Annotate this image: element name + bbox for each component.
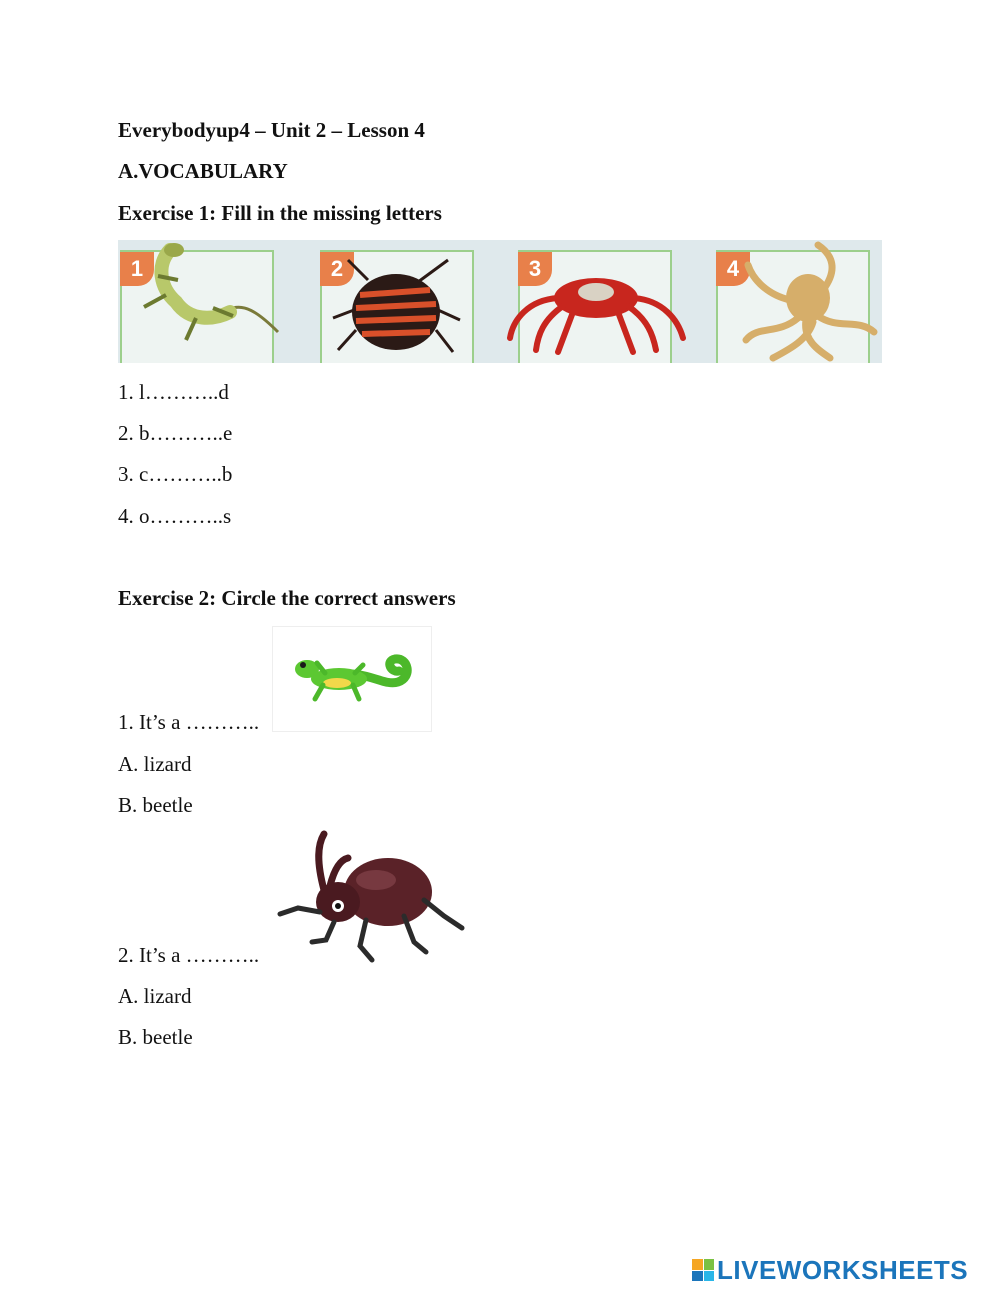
- striped-bug-photo-icon: [333, 260, 460, 352]
- section-heading: A.VOCABULARY: [118, 159, 288, 183]
- question-2-prompt: 2. It’s a ………..: [118, 943, 260, 967]
- octopus-photo-icon: [746, 245, 874, 358]
- animal-picture-strip: [118, 240, 882, 363]
- lizard-photo-icon: [144, 243, 278, 340]
- picture-number-2: 2: [320, 252, 354, 286]
- question-1-prompt: 1. It’s a ………..: [118, 710, 260, 734]
- picture-number-4: 4: [716, 252, 750, 286]
- beetle-picture: [276, 830, 466, 966]
- exercise1-item-3: 3. c………..b: [118, 462, 233, 486]
- question-1-option-b[interactable]: B. beetle: [118, 793, 193, 817]
- exercise1-item-2: 2. b………..e: [118, 421, 233, 445]
- gecko-icon: [273, 627, 431, 731]
- liveworksheets-logo[interactable]: [692, 1256, 968, 1284]
- exercise1-item-1: 1. l………..d: [118, 380, 229, 404]
- picture-number-1: 1: [120, 252, 154, 286]
- question-2-option-b[interactable]: B. beetle: [118, 1025, 193, 1049]
- logo-text: LIVEWORKSHEETS: [717, 1254, 969, 1285]
- question-2-option-a[interactable]: A. lizard: [118, 984, 192, 1008]
- exercise1-heading: Exercise 1: Fill in the missing letters: [118, 201, 442, 225]
- picture-number-3: 3: [518, 252, 552, 286]
- crab-photo-icon: [510, 278, 683, 352]
- liveworksheets-logo-icon: [692, 1259, 714, 1281]
- worksheet-title: Everybodyup4 – Unit 2 – Lesson 4: [118, 118, 425, 142]
- exercise1-item-4: 4. o………..s: [118, 504, 232, 528]
- beetle-icon: [276, 830, 466, 966]
- question-1-option-a[interactable]: A. lizard: [118, 752, 192, 776]
- gecko-picture: [272, 626, 432, 732]
- exercise2-heading: Exercise 2: Circle the correct answers: [118, 586, 456, 610]
